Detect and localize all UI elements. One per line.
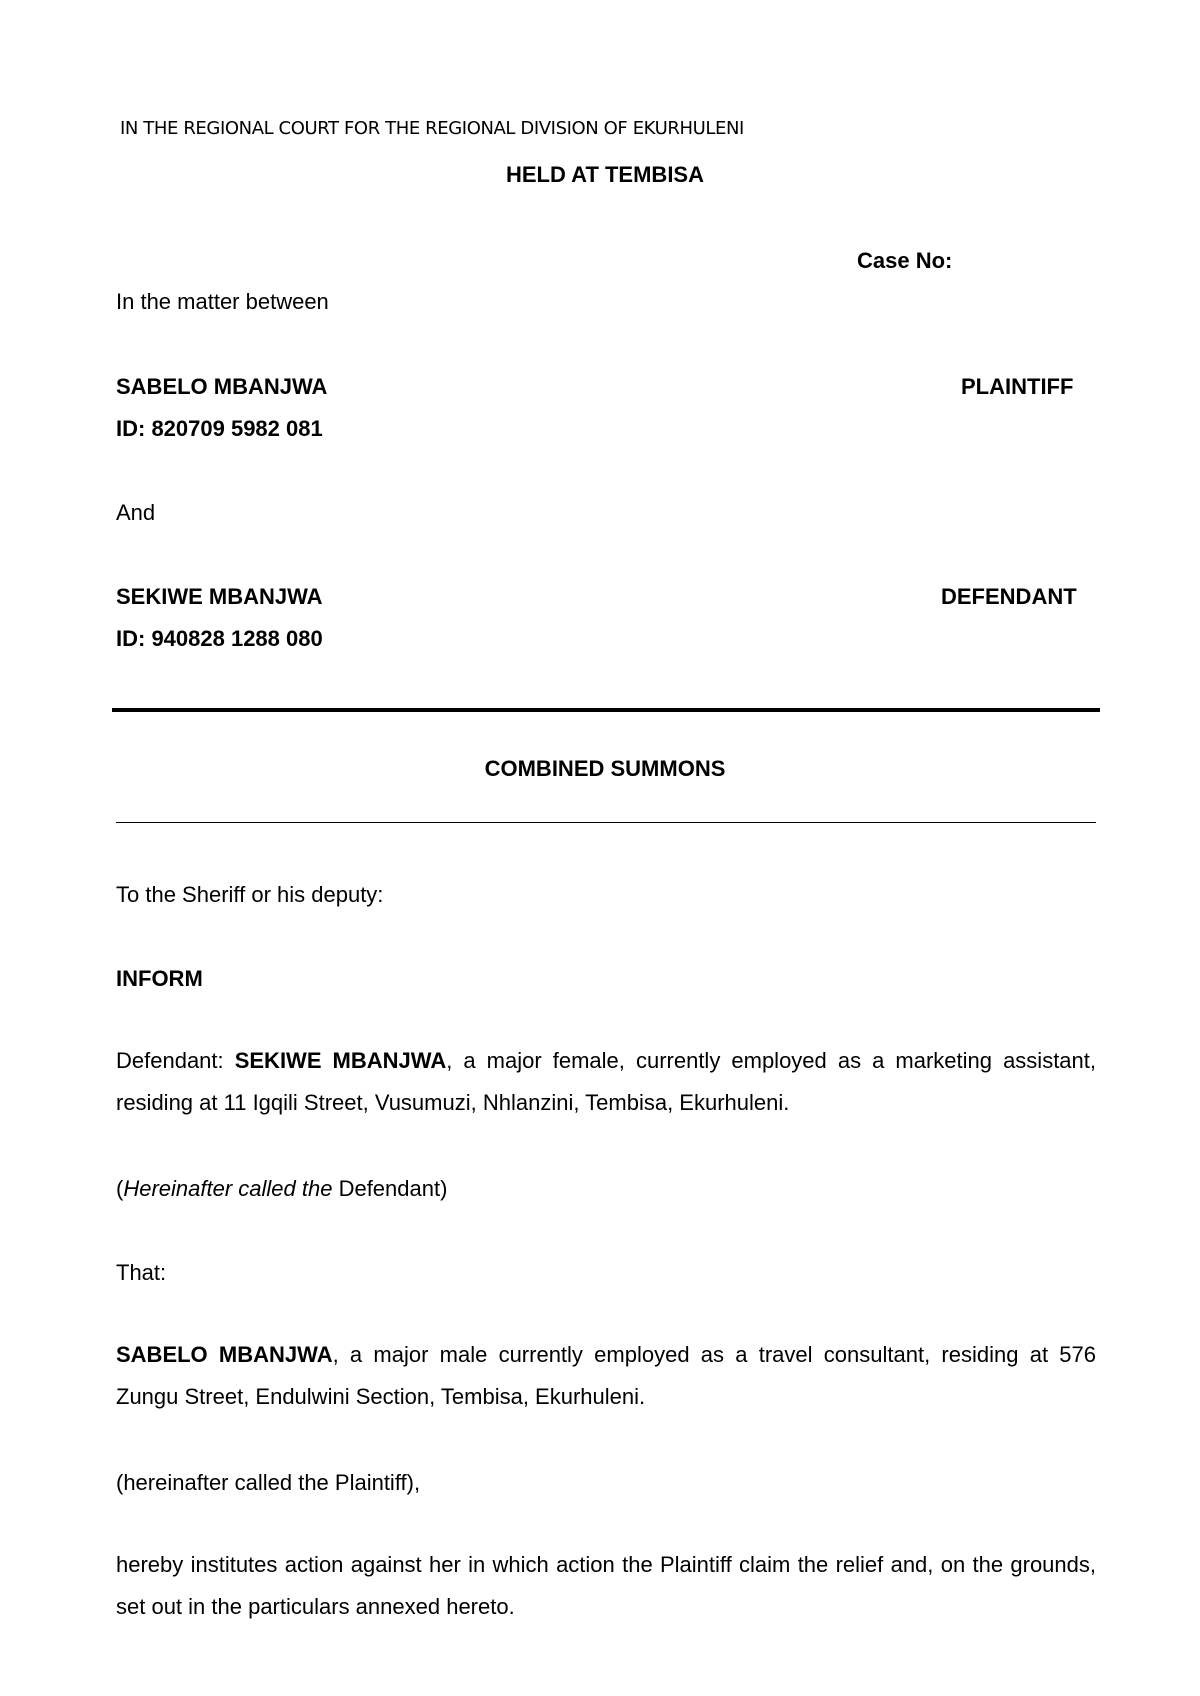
- plaintiff-name: SABELO MBANJWA: [116, 374, 328, 399]
- plaintiff-paragraph-name: SABELO MBANJWA: [116, 1342, 333, 1367]
- matter-between-text: In the matter between: [116, 289, 329, 314]
- plaintiff-role: PLAINTIFF: [961, 374, 1074, 399]
- defendant-paragraph-prefix: Defendant:: [116, 1048, 235, 1073]
- defendant-paragraph-rest: , a major female, currently employed as a marketing assistant, residing at 11 Igqili Street, Vusumuzi, Nhlanzini, Tembisa, Ekurhuleni.: [116, 1048, 1097, 1115]
- court-heading: IN THE REGIONAL COURT FOR THE REGIONAL DIVISION OF EKURHULENI: [120, 118, 744, 139]
- defendant-paragraph: [116, 1040, 1096, 1124]
- hereinafter-defendant-italic: Hereinafter called the: [123, 1176, 333, 1201]
- and-text: And: [116, 500, 156, 525]
- thick-divider: [112, 708, 1100, 712]
- defendant-role: DEFENDANT: [941, 584, 1077, 609]
- defendant-id: ID: 940828 1288 080: [116, 626, 323, 651]
- hereinafter-defendant-rest: Defendant): [332, 1176, 448, 1201]
- inform-heading: INFORM: [116, 966, 203, 991]
- plaintiff-paragraph-rest: , a major male currently employed as a travel consultant, residing at 576 Zungu Street, Endulwini Section, Tembisa, Ekurhuleni.: [116, 1342, 1096, 1409]
- plaintiff-paragraph: [116, 1334, 1096, 1418]
- case-number-label: Case No:: [857, 248, 953, 273]
- defendant-paragraph-name: SEKIWE MBANJWA: [234, 1048, 447, 1073]
- document-title: COMBINED SUMMONS: [484, 756, 726, 781]
- final-paragraph: hereby institutes action against her in which action the Plaintiff claim the relief and, on the grounds, set out in the particulars annexed hereto.: [116, 1552, 1096, 1619]
- plaintiff-id: ID: 820709 5982 081: [116, 416, 323, 441]
- hereinafter-defendant-open: (: [116, 1176, 124, 1201]
- hereinafter-plaintiff: (hereinafter called the Plaintiff),: [116, 1470, 421, 1495]
- defendant-name: SEKIWE MBANJWA: [116, 584, 323, 609]
- thin-divider: [116, 822, 1096, 823]
- held-at-heading: HELD AT TEMBISA: [506, 162, 704, 187]
- hereinafter-defendant: [116, 1176, 447, 1202]
- that-text: That:: [116, 1260, 167, 1285]
- to-sheriff-text: To the Sheriff or his deputy:: [116, 882, 384, 907]
